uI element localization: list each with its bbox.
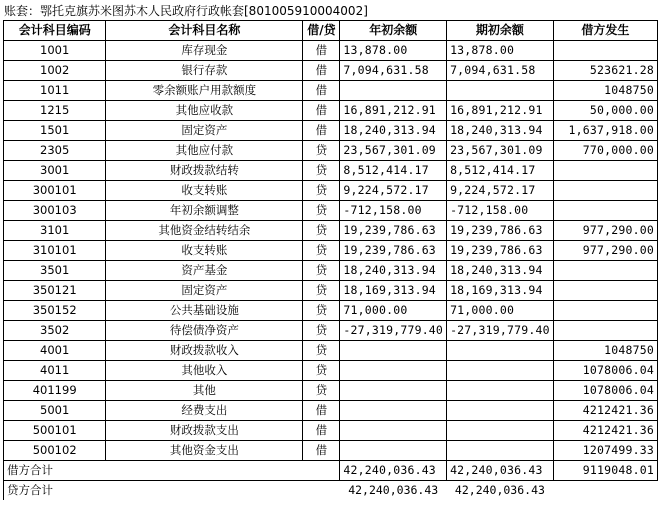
table-row [4, 421, 658, 441]
cell-code: 3501 [4, 261, 106, 281]
cell-opening [340, 361, 447, 381]
cell-opening: 7,094,631.58 [340, 61, 447, 81]
table-row [4, 241, 658, 261]
cell-name: 银行存款 [106, 61, 303, 81]
table-row [4, 401, 658, 421]
cell-name: 固定资产 [106, 121, 303, 141]
cell-closing [447, 341, 554, 361]
cell-name: 公共基础设施 [106, 301, 303, 321]
cell-code: 300103 [4, 201, 106, 221]
cell-debit: 1048750 [553, 81, 657, 101]
credit-total-closing: 42,240,036.43 [447, 481, 554, 501]
cell-closing [447, 401, 554, 421]
cell-code: 500102 [4, 441, 106, 461]
table-row [4, 361, 658, 381]
cell-opening: 18,169,313.94 [340, 281, 447, 301]
cell-opening: -27,319,779.40 [340, 321, 447, 341]
cell-dir: 贷 [303, 161, 340, 181]
credit-total-empty [553, 481, 657, 501]
cell-code: 1002 [4, 61, 106, 81]
cell-name: 收支转账 [106, 181, 303, 201]
cell-closing [447, 361, 554, 381]
header-dir: 借/贷 [303, 21, 340, 41]
table-row [4, 441, 658, 461]
table-row [4, 141, 658, 161]
table-row [4, 81, 658, 101]
header-debit: 借方发生 [553, 21, 657, 41]
cell-closing: 7,094,631.58 [447, 61, 554, 81]
cell-dir: 贷 [303, 181, 340, 201]
cell-code: 3101 [4, 221, 106, 241]
cell-closing [447, 81, 554, 101]
cell-name: 财政拨款支出 [106, 421, 303, 441]
cell-code: 2305 [4, 141, 106, 161]
cell-code: 4011 [4, 361, 106, 381]
cell-name: 其他资金结转结余 [106, 221, 303, 241]
cell-dir: 贷 [303, 201, 340, 221]
table-row [4, 161, 658, 181]
credit-total-row [4, 481, 658, 501]
table-row [4, 61, 658, 81]
cell-dir: 借 [303, 101, 340, 121]
cell-opening [340, 441, 447, 461]
cell-debit: 770,000.00 [553, 141, 657, 161]
cell-dir: 贷 [303, 141, 340, 161]
header-name: 会计科目名称 [106, 21, 303, 41]
cell-debit: 977,290.00 [553, 241, 657, 261]
cell-closing: -712,158.00 [447, 201, 554, 221]
cell-closing: 9,224,572.17 [447, 181, 554, 201]
cell-debit: 4212421.36 [553, 401, 657, 421]
cell-dir: 借 [303, 441, 340, 461]
account-set-title: 账套：鄂托克旗苏米图苏木人民政府行政帐套[801005910004002] [4, 4, 368, 18]
cell-debit: 523621.28 [553, 61, 657, 81]
cell-closing [447, 381, 554, 401]
cell-dir: 借 [303, 421, 340, 441]
cell-code: 350121 [4, 281, 106, 301]
cell-opening: -712,158.00 [340, 201, 447, 221]
cell-debit [553, 301, 657, 321]
cell-opening: 9,224,572.17 [340, 181, 447, 201]
cell-opening: 8,512,414.17 [340, 161, 447, 181]
table-row [4, 181, 658, 201]
cell-opening [340, 421, 447, 441]
cell-code: 1215 [4, 101, 106, 121]
cell-name: 年初余额调整 [106, 201, 303, 221]
debit-total-opening: 42,240,036.43 [340, 461, 447, 481]
cell-closing: -27,319,779.40 [447, 321, 554, 341]
cell-dir: 贷 [303, 341, 340, 361]
cell-debit: 1078006.04 [553, 361, 657, 381]
cell-code: 3001 [4, 161, 106, 181]
cell-debit [553, 41, 657, 61]
cell-name: 待偿债净资产 [106, 321, 303, 341]
cell-name: 其他资金支出 [106, 441, 303, 461]
table-row [4, 221, 658, 241]
table-row [4, 381, 658, 401]
cell-debit [553, 281, 657, 301]
cell-opening: 71,000.00 [340, 301, 447, 321]
debit-total-debit: 9119048.01 [553, 461, 657, 481]
cell-debit [553, 261, 657, 281]
credit-total-label: 贷方合计 [4, 481, 340, 501]
cell-debit [553, 201, 657, 221]
cell-dir: 贷 [303, 321, 340, 341]
header-row [4, 21, 658, 41]
cell-code: 1501 [4, 121, 106, 141]
cell-opening: 19,239,786.63 [340, 241, 447, 261]
cell-name: 财政拨款收入 [106, 341, 303, 361]
cell-debit [553, 161, 657, 181]
cell-dir: 贷 [303, 301, 340, 321]
cell-closing: 19,239,786.63 [447, 221, 554, 241]
table-row [4, 321, 658, 341]
cell-opening: 18,240,313.94 [340, 261, 447, 281]
cell-name: 财政拨款结转 [106, 161, 303, 181]
cell-closing [447, 441, 554, 461]
table-row [4, 281, 658, 301]
debit-total-row [4, 461, 658, 481]
cell-closing: 13,878.00 [447, 41, 554, 61]
table-row [4, 121, 658, 141]
cell-code: 5001 [4, 401, 106, 421]
cell-code: 300101 [4, 181, 106, 201]
cell-closing [447, 421, 554, 441]
table-row [4, 341, 658, 361]
cell-opening [340, 81, 447, 101]
cell-debit: 977,290.00 [553, 221, 657, 241]
cell-code: 4001 [4, 341, 106, 361]
cell-code: 1011 [4, 81, 106, 101]
cell-dir: 贷 [303, 361, 340, 381]
cell-dir: 借 [303, 401, 340, 421]
cell-opening [340, 381, 447, 401]
ledger-table [3, 20, 658, 500]
cell-dir: 借 [303, 61, 340, 81]
cell-dir: 贷 [303, 281, 340, 301]
cell-dir: 借 [303, 121, 340, 141]
cell-name: 库存现金 [106, 41, 303, 61]
table-row [4, 41, 658, 61]
cell-dir: 借 [303, 81, 340, 101]
table-row [4, 201, 658, 221]
cell-dir: 借 [303, 41, 340, 61]
cell-name: 零余额账户用款额度 [106, 81, 303, 101]
cell-name: 其他收入 [106, 361, 303, 381]
table-row [4, 261, 658, 281]
cell-closing: 23,567,301.09 [447, 141, 554, 161]
table-row [4, 301, 658, 321]
cell-dir: 贷 [303, 261, 340, 281]
cell-code: 401199 [4, 381, 106, 401]
header-opening: 年初余额 [340, 21, 447, 41]
cell-dir: 贷 [303, 241, 340, 261]
cell-code: 1001 [4, 41, 106, 61]
cell-opening: 19,239,786.63 [340, 221, 447, 241]
cell-opening [340, 401, 447, 421]
cell-opening: 18,240,313.94 [340, 121, 447, 141]
cell-closing: 19,239,786.63 [447, 241, 554, 261]
debit-total-label: 借方合计 [4, 461, 340, 481]
cell-dir: 贷 [303, 221, 340, 241]
cell-debit: 50,000.00 [553, 101, 657, 121]
cell-debit: 4212421.36 [553, 421, 657, 441]
cell-code: 350152 [4, 301, 106, 321]
cell-closing: 18,240,313.94 [447, 121, 554, 141]
header-code: 会计科目编码 [4, 21, 106, 41]
cell-debit [553, 181, 657, 201]
cell-closing: 71,000.00 [447, 301, 554, 321]
cell-closing: 18,169,313.94 [447, 281, 554, 301]
cell-closing: 8,512,414.17 [447, 161, 554, 181]
cell-debit: 1,637,918.00 [553, 121, 657, 141]
cell-name: 经费支出 [106, 401, 303, 421]
debit-total-closing: 42,240,036.43 [447, 461, 554, 481]
cell-opening: 23,567,301.09 [340, 141, 447, 161]
table-row [4, 101, 658, 121]
cell-debit: 1207499.33 [553, 441, 657, 461]
cell-name: 其他应收款 [106, 101, 303, 121]
cell-debit: 1078006.04 [553, 381, 657, 401]
cell-code: 310101 [4, 241, 106, 261]
cell-code: 3502 [4, 321, 106, 341]
cell-closing: 18,240,313.94 [447, 261, 554, 281]
cell-opening: 16,891,212.91 [340, 101, 447, 121]
cell-name: 其他应付款 [106, 141, 303, 161]
cell-opening [340, 341, 447, 361]
cell-debit [553, 321, 657, 341]
cell-closing: 16,891,212.91 [447, 101, 554, 121]
cell-name: 收支转账 [106, 241, 303, 261]
cell-name: 固定资产 [106, 281, 303, 301]
cell-dir: 贷 [303, 381, 340, 401]
header-closing: 期初余额 [447, 21, 554, 41]
cell-name: 其他 [106, 381, 303, 401]
cell-opening: 13,878.00 [340, 41, 447, 61]
cell-name: 资产基金 [106, 261, 303, 281]
credit-total-opening: 42,240,036.43 [340, 481, 447, 501]
cell-debit: 1048750 [553, 341, 657, 361]
cell-code: 500101 [4, 421, 106, 441]
